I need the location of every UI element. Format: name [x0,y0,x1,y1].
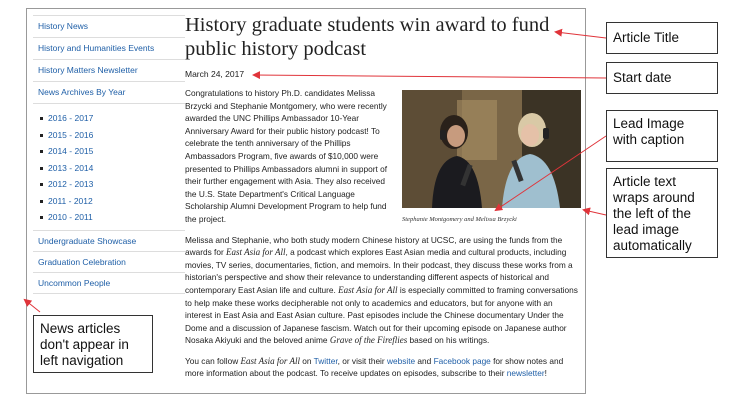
year-link[interactable]: 2011 - 2012 [33,193,185,210]
year-link[interactable]: 2016 - 2017 [33,110,185,127]
year-link[interactable]: 2015 - 2016 [33,127,185,144]
nav-history-matters-newsletter[interactable]: History Matters Newsletter [33,60,185,82]
twitter-link[interactable]: Twitter [313,355,338,366]
nav-note-callout: News articles don't appear in left navigation [33,315,153,373]
nav-history-humanities-events[interactable]: History and Humanities Events [33,38,185,60]
start-date-callout: Start date [606,62,718,94]
nav-uncommon-people[interactable]: Uncommon People [33,273,185,294]
paragraph-1: Congratulations to history Ph.D. candidates Melissa Brzycki and Stephanie Montgomery, who were recently awarded the UNC Phillips Ambassador 10-Year Anniversary Award for their public history podcast! To celebrate the tenth anniversary of the Phillips Ambassadors Program, five awards of $10,000 were presented to Phillips Ambassadors alumni in support of their further engagement with Asia. They also received the U.S. State Department's Critical Language Scholarship Alumni Development Program to help fund the project. [185,88,388,224]
nav-news-archives[interactable]: News Archives By Year [33,82,185,104]
year-link[interactable]: 2013 - 2014 [33,160,185,177]
article-title: History graduate students win award to fund public history podcast [185,14,550,60]
paragraph-3: You can follow East Asia for All on Twitter, or visit their website and Facebook page for show notes and more information about the podcast. To receive updates on episodes, subscribe to their newsletter! [185,355,564,379]
article-date: March 24, 2017 [185,69,245,79]
year-link[interactable]: 2012 - 2013 [33,176,185,193]
anime-title: Grave of the Fireflies [329,335,408,346]
facebook-link[interactable]: Facebook page [433,355,491,366]
year-link[interactable]: 2014 - 2015 [33,143,185,160]
newsletter-link[interactable]: newsletter [506,368,545,379]
nav-undergraduate-showcase[interactable]: Undergraduate Showcase [33,231,185,252]
lead-image-caption: Stephanie Montgomery and Melissa Brzycki [402,216,517,223]
nav-graduation-celebration[interactable]: Graduation Celebration [33,252,185,273]
podcast-title: East Asia for All [338,284,398,295]
nav-history-news[interactable]: History News [33,15,185,38]
wrap-text-callout: Article text wraps around the left of the lead image automatically [606,168,718,258]
podcast-title: East Asia for All [240,355,300,366]
paragraph-2: Melissa and Stephanie, who both study modern Chinese history at UCSC, are using the funds from the awards for East Asia for All, a podcast which explores East Asian media and cultural products, including movies, TV series, documentaries, fiction, and memoirs. In their podcast, they discuss these works from a historian's perspective and show their relevance to understanding different aspects of historical and contemporary East Asian life and culture. East Asia for All is especially committed to framing conversations to help make these works decipherable not only to academics and educators, but for anyone with an interest in East Asia and East Asian culture. Past episodes include the Chinese documentary Under the Dome and a discussion of Japanese fascism. Watch out for their upcoming episode on Japanese author Nosaka Akiyuki and the beloved anime Grave of the Fireflies based on his writings. [185,234,578,346]
podcast-title: East Asia for All [226,247,286,258]
website-link[interactable]: website [386,355,416,366]
lead-image-callout: Lead Image with caption [606,110,718,162]
article-title-callout: Article Title [606,22,718,54]
year-link[interactable]: 2010 - 2011 [33,209,185,226]
